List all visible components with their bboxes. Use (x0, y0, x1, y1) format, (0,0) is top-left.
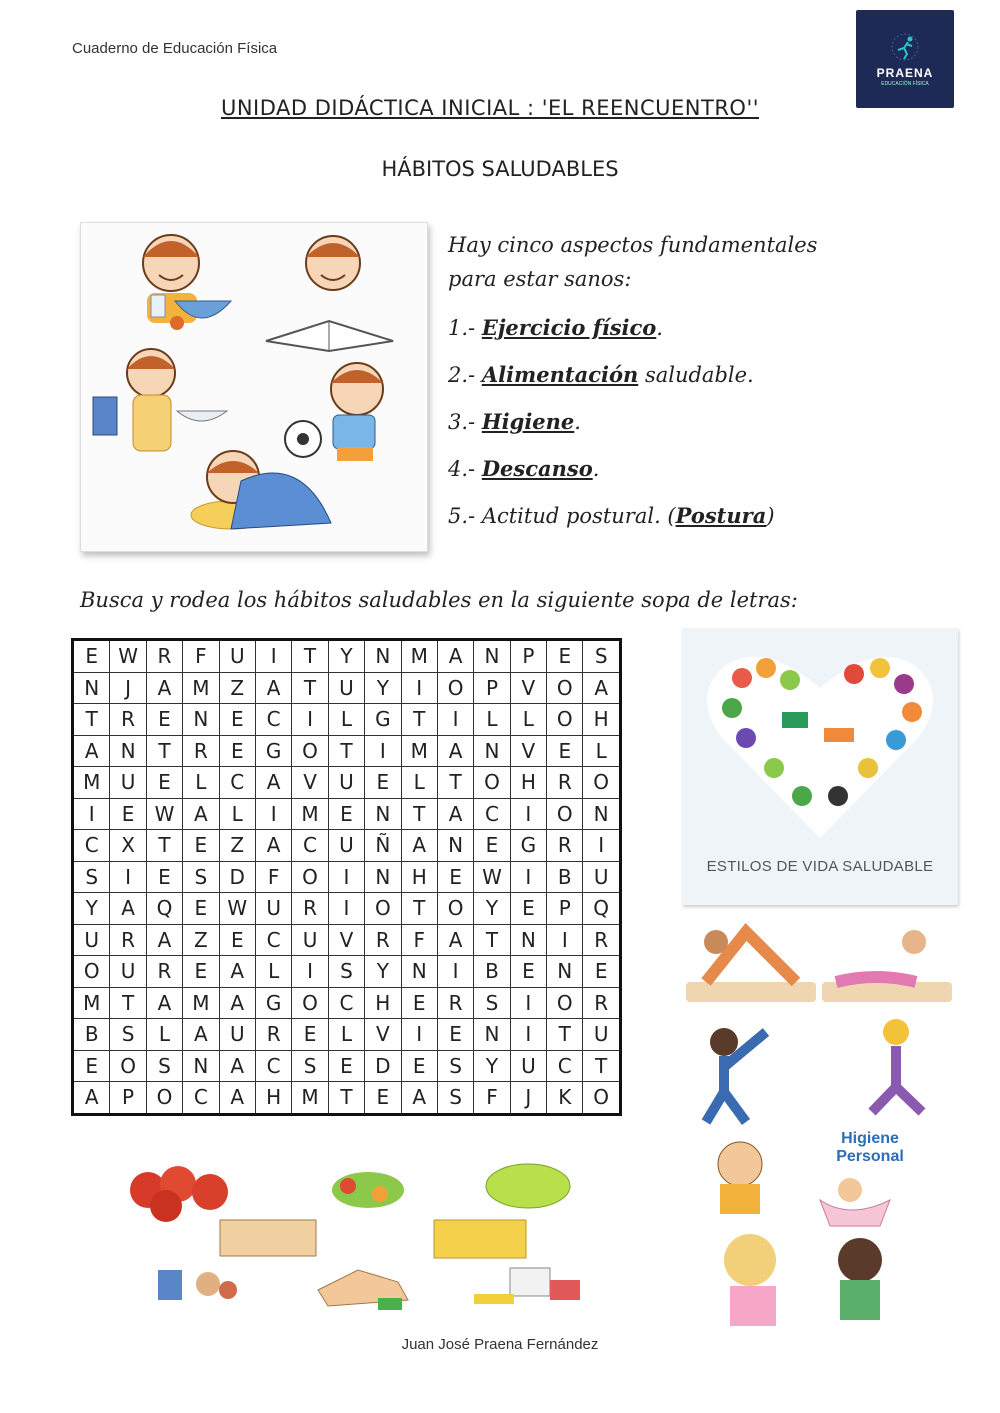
grid-cell[interactable]: A (437, 640, 473, 673)
aspect-number: 2.- (448, 363, 482, 387)
grid-cell[interactable]: M (183, 987, 219, 1019)
grid-cell[interactable]: E (328, 798, 364, 830)
grid-cell[interactable]: T (292, 672, 328, 704)
grid-cell[interactable]: A (73, 1082, 110, 1115)
grid-cell[interactable]: I (328, 893, 364, 925)
grid-cell[interactable]: U (219, 640, 255, 673)
page-subtitle: HÁBITOS SALUDABLES (381, 157, 619, 181)
grid-cell[interactable]: I (255, 640, 291, 673)
grid-cell[interactable]: R (146, 956, 182, 988)
grid-cell[interactable]: I (510, 1019, 546, 1051)
juice-icon (434, 1220, 526, 1258)
grid-cell[interactable]: G (255, 987, 291, 1019)
grid-cell[interactable]: E (110, 798, 146, 830)
intro-text (448, 228, 817, 296)
grid-cell[interactable]: T (73, 704, 110, 736)
grid-cell[interactable]: E (510, 956, 546, 988)
grid-cell[interactable]: T (474, 924, 510, 956)
aspect-number: 4.- (448, 457, 482, 481)
grid-cell[interactable]: A (219, 1050, 255, 1082)
grid-cell[interactable]: Q (146, 893, 182, 925)
vegetables-icon (332, 1172, 404, 1208)
grid-cell[interactable]: E (183, 893, 219, 925)
grid-cell[interactable]: O (547, 798, 583, 830)
grid-cell[interactable]: H (365, 987, 401, 1019)
grid-cell[interactable]: R (292, 893, 328, 925)
grid-cell[interactable]: N (510, 924, 546, 956)
grid-cell[interactable]: U (328, 672, 364, 704)
grid-cell[interactable]: E (401, 1050, 437, 1082)
grid-row (73, 735, 621, 767)
grid-cell[interactable]: R (547, 767, 583, 799)
grid-cell[interactable]: L (183, 767, 219, 799)
grid-cell[interactable]: A (146, 672, 182, 704)
grid-cell[interactable]: T (328, 1082, 364, 1115)
runner-icon (882, 32, 928, 62)
aspect-item-hygiene (448, 402, 775, 449)
grid-cell[interactable]: N (183, 704, 219, 736)
grid-cell[interactable]: O (547, 704, 583, 736)
grid-cell[interactable]: T (110, 987, 146, 1019)
grid-cell[interactable]: C (474, 798, 510, 830)
grid-cell[interactable]: N (365, 798, 401, 830)
grid-cell[interactable]: F (401, 924, 437, 956)
grid-cell[interactable]: L (401, 767, 437, 799)
grid-row (73, 704, 621, 736)
grid-cell[interactable]: L (328, 1019, 364, 1051)
grid-row (73, 798, 621, 830)
grid-cell[interactable]: Z (219, 672, 255, 704)
grid-cell[interactable]: S (146, 1050, 182, 1082)
grid-cell[interactable]: U (219, 1019, 255, 1051)
grid-cell[interactable]: D (365, 1050, 401, 1082)
grid-cell[interactable]: E (183, 830, 219, 862)
grid-cell[interactable]: I (547, 924, 583, 956)
grid-cell[interactable]: T (146, 735, 182, 767)
grid-cell[interactable]: N (474, 1019, 510, 1051)
grid-cell[interactable]: V (328, 924, 364, 956)
heart-caption: ESTILOS DE VIDA SALUDABLE (706, 858, 934, 875)
grid-row (73, 1050, 621, 1082)
grid-cell[interactable]: P (547, 893, 583, 925)
grid-cell[interactable]: Ñ (365, 830, 401, 862)
grid-cell[interactable]: S (292, 1050, 328, 1082)
grid-cell[interactable]: R (183, 735, 219, 767)
grid-cell[interactable]: U (110, 956, 146, 988)
grid-cell[interactable]: O (437, 893, 473, 925)
grid-cell[interactable]: R (146, 640, 182, 673)
grid-cell[interactable]: M (73, 767, 110, 799)
grid-cell[interactable]: I (510, 987, 546, 1019)
footer-author: Juan José Praena Fernández (401, 1336, 599, 1353)
grid-cell[interactable]: C (547, 1050, 583, 1082)
grid-cell[interactable]: A (73, 735, 110, 767)
grid-cell[interactable]: E (474, 830, 510, 862)
grid-cell[interactable]: X (110, 830, 146, 862)
grid-cell[interactable]: U (510, 1050, 546, 1082)
header-notebook-label: Cuaderno de Educación Física (72, 40, 278, 57)
grid-cell[interactable]: L (583, 735, 620, 767)
grid-cell[interactable]: A (401, 830, 437, 862)
grid-cell[interactable]: A (255, 672, 291, 704)
grid-cell[interactable]: A (583, 672, 620, 704)
grid-cell[interactable]: E (583, 956, 620, 988)
aspect-rest: . (592, 457, 600, 481)
football-kid-figure (285, 363, 383, 461)
grid-cell[interactable]: A (183, 1019, 219, 1051)
grid-cell[interactable]: R (255, 1019, 291, 1051)
grid-cell[interactable]: V (365, 1019, 401, 1051)
grid-cell[interactable]: T (401, 893, 437, 925)
grid-cell[interactable]: E (219, 704, 255, 736)
grid-cell[interactable]: H (510, 767, 546, 799)
grid-cell[interactable]: E (146, 861, 182, 893)
aspect-keyword: Alimentación (481, 362, 639, 387)
grid-cell[interactable]: E (292, 1019, 328, 1051)
grid-cell[interactable]: W (110, 640, 146, 673)
grid-cell[interactable]: V (292, 767, 328, 799)
grid-cell[interactable]: E (401, 987, 437, 1019)
healthy-habits-illustration (80, 222, 428, 552)
aspect-keyword: Postura (675, 503, 767, 528)
aspect-rest: . (574, 410, 581, 434)
grid-cell[interactable]: P (474, 672, 510, 704)
grid-cell[interactable]: V (510, 735, 546, 767)
grid-cell[interactable]: E (437, 861, 473, 893)
grid-cell[interactable]: I (292, 704, 328, 736)
grid-cell[interactable]: R (547, 830, 583, 862)
word-search-grid (71, 638, 622, 1116)
intro-line-1: Hay cinco aspectos fundamentales (448, 233, 818, 257)
grid-cell[interactable]: E (365, 767, 401, 799)
grid-cell[interactable]: O (547, 987, 583, 1019)
grid-cell[interactable]: O (292, 987, 328, 1019)
grid-cell[interactable]: A (219, 1082, 255, 1115)
grid-cell[interactable]: E (73, 1050, 110, 1082)
grid-cell[interactable]: S (183, 861, 219, 893)
grid-cell[interactable]: A (219, 987, 255, 1019)
aspect-keyword: Descanso (481, 456, 593, 481)
grid-cell[interactable]: C (183, 1082, 219, 1115)
aspect-item-posture (448, 496, 775, 543)
aspect-number: 5.- (448, 504, 482, 528)
grid-cell[interactable]: C (73, 830, 110, 862)
grid-cell[interactable]: I (365, 735, 401, 767)
grid-cell[interactable]: G (365, 704, 401, 736)
grid-cell[interactable]: A (255, 767, 291, 799)
grid-cell[interactable]: L (219, 798, 255, 830)
grid-cell[interactable]: M (292, 798, 328, 830)
grid-cell[interactable]: A (110, 893, 146, 925)
grid-cell[interactable]: S (110, 1019, 146, 1051)
grid-cell[interactable]: O (547, 672, 583, 704)
grid-cell[interactable]: N (401, 956, 437, 988)
aspect-number: 1.- (448, 316, 482, 340)
grid-cell[interactable]: A (437, 924, 473, 956)
grid-cell[interactable]: O (110, 1050, 146, 1082)
grid-cell[interactable]: W (474, 861, 510, 893)
grid-cell[interactable]: Y (365, 672, 401, 704)
grid-cell[interactable]: T (547, 1019, 583, 1051)
grid-cell[interactable]: E (146, 704, 182, 736)
dairy-icon (158, 1270, 237, 1300)
grid-row (73, 924, 621, 956)
washing-kid-figure (93, 349, 227, 451)
grid-cell[interactable]: T (583, 1050, 620, 1082)
aspect-item-nutrition (448, 355, 775, 402)
grid-cell[interactable]: Y (365, 956, 401, 988)
grid-cell[interactable]: N (474, 640, 510, 673)
grid-cell[interactable]: T (437, 767, 473, 799)
grid-cell[interactable]: T (328, 735, 364, 767)
grid-cell[interactable]: E (365, 1082, 401, 1115)
grid-row (73, 1082, 621, 1115)
grid-cell[interactable]: E (510, 893, 546, 925)
grid-cell[interactable]: J (110, 672, 146, 704)
grid-cell[interactable]: Y (474, 893, 510, 925)
grid-cell[interactable]: I (328, 861, 364, 893)
grid-row (73, 1019, 621, 1051)
aspect-keyword: Higiene (481, 409, 575, 434)
aspect-item-rest (448, 449, 775, 496)
grid-cell[interactable]: D (219, 861, 255, 893)
grid-cell[interactable]: N (110, 735, 146, 767)
grid-cell[interactable]: S (474, 987, 510, 1019)
grid-cell[interactable]: N (365, 861, 401, 893)
grid-row (73, 767, 621, 799)
grid-cell[interactable]: A (437, 735, 473, 767)
aspect-keyword: Ejercicio físico (481, 315, 657, 340)
grid-cell[interactable]: R (583, 987, 620, 1019)
grid-cell[interactable]: L (474, 704, 510, 736)
grid-cell[interactable]: S (583, 640, 620, 673)
grid-cell[interactable]: R (437, 987, 473, 1019)
grid-cell[interactable]: F (474, 1082, 510, 1115)
grid-cell[interactable]: R (110, 924, 146, 956)
grid-cell[interactable]: H (583, 704, 620, 736)
grid-cell[interactable]: M (401, 640, 437, 673)
eating-kid-figure (143, 235, 231, 330)
grid-cell[interactable]: G (510, 830, 546, 862)
grid-cell[interactable]: E (437, 1019, 473, 1051)
grid-cell[interactable]: H (255, 1082, 291, 1115)
grid-cell[interactable]: I (401, 672, 437, 704)
grid-cell[interactable]: U (255, 893, 291, 925)
grid-cell[interactable]: B (474, 956, 510, 988)
grid-cell[interactable]: S (437, 1050, 473, 1082)
grid-cell[interactable]: A (219, 956, 255, 988)
grid-cell[interactable]: C (328, 987, 364, 1019)
grid-cell[interactable]: L (146, 1019, 182, 1051)
grid-cell[interactable]: N (183, 1050, 219, 1082)
hygiene-title: Higiene Personal (836, 1130, 904, 1165)
grid-cell[interactable]: O (146, 1082, 182, 1115)
grid-cell[interactable]: N (365, 640, 401, 673)
grid-cell[interactable]: G (255, 735, 291, 767)
grid-cell[interactable]: N (73, 672, 110, 704)
grid-cell[interactable]: P (510, 640, 546, 673)
grid-cell[interactable]: U (583, 861, 620, 893)
grid-cell[interactable]: T (401, 704, 437, 736)
grid-row (73, 640, 621, 673)
grid-cell[interactable]: E (146, 767, 182, 799)
page-title: UNIDAD DIDÁCTICA INICIAL : 'EL REENCUENTRO'' (220, 96, 760, 120)
grid-cell[interactable]: F (183, 640, 219, 673)
logo-name: PRAENA (876, 65, 934, 80)
grid-cell[interactable]: O (73, 956, 110, 988)
grid-cell[interactable]: C (292, 830, 328, 862)
grid-cell[interactable]: W (219, 893, 255, 925)
aspect-rest: ) (766, 504, 775, 528)
grid-cell[interactable]: E (547, 640, 583, 673)
grid-cell[interactable]: U (73, 924, 110, 956)
grid-cell[interactable]: Y (328, 640, 364, 673)
grid-cell[interactable]: T (146, 830, 182, 862)
grid-row (73, 672, 621, 704)
grid-cell[interactable]: I (437, 956, 473, 988)
grid-row (73, 893, 621, 925)
aspect-rest: . (656, 316, 663, 340)
tomatoes-icon (130, 1166, 228, 1222)
grid-cell[interactable]: O (292, 861, 328, 893)
grid-cell[interactable]: I (292, 956, 328, 988)
grid-cell[interactable]: I (73, 798, 110, 830)
aspect-number: 3.- (448, 410, 482, 434)
praena-logo (856, 10, 954, 108)
grid-cell[interactable]: C (219, 767, 255, 799)
grid-cell[interactable]: C (255, 704, 291, 736)
grid-cell[interactable]: U (110, 767, 146, 799)
grid-cell[interactable]: S (437, 1082, 473, 1115)
grid-cell[interactable]: T (401, 798, 437, 830)
grid-cell[interactable]: Y (73, 893, 110, 925)
grid-cell[interactable]: B (547, 861, 583, 893)
grid-cell[interactable]: O (583, 767, 620, 799)
grid-cell[interactable]: M (401, 735, 437, 767)
food-images (118, 1160, 618, 1320)
grid-cell[interactable]: N (474, 735, 510, 767)
grid-cell[interactable]: I (255, 798, 291, 830)
grid-cell[interactable]: O (292, 735, 328, 767)
scale-icon (474, 1268, 580, 1304)
grid-cell[interactable]: R (110, 704, 146, 736)
grid-cell[interactable]: E (328, 1050, 364, 1082)
grid-cell[interactable]: E (73, 640, 110, 673)
grid-row (73, 861, 621, 893)
grid-cell[interactable]: E (547, 735, 583, 767)
grid-cell[interactable]: O (583, 1082, 620, 1115)
bread-icon (220, 1220, 316, 1256)
grid-cell[interactable]: E (183, 956, 219, 988)
word-search-instruction: Busca y rodea los hábitos saludables en la siguiente sopa de letras: (80, 588, 798, 612)
grid-cell[interactable]: L (510, 704, 546, 736)
grid-cell[interactable]: H (401, 861, 437, 893)
grid-cell[interactable]: I (401, 1019, 437, 1051)
grid-cell[interactable]: I (510, 861, 546, 893)
aspect-rest: saludable. (638, 363, 754, 387)
grid-cell[interactable]: N (547, 956, 583, 988)
intro-line-2: para estar sanos: (448, 267, 632, 291)
aspects-list (448, 308, 775, 543)
grid-cell[interactable]: M (183, 672, 219, 704)
grid-cell[interactable]: O (365, 893, 401, 925)
grid-cell[interactable]: P (110, 1082, 146, 1115)
grid-cell[interactable]: A (437, 798, 473, 830)
grid-cell[interactable]: J (510, 1082, 546, 1115)
grid-cell[interactable]: L (328, 704, 364, 736)
grid-cell[interactable]: I (510, 798, 546, 830)
grid-cell[interactable]: O (474, 767, 510, 799)
grid-cell[interactable]: K (547, 1082, 583, 1115)
grid-cell[interactable]: A (401, 1082, 437, 1115)
grid-cell[interactable]: B (73, 1019, 110, 1051)
grid-cell[interactable]: U (328, 830, 364, 862)
grid-cell[interactable]: T (292, 640, 328, 673)
grid-cell[interactable]: W (146, 798, 182, 830)
grid-cell[interactable]: A (146, 987, 182, 1019)
grid-cell[interactable]: V (510, 672, 546, 704)
grid-cell[interactable]: Z (219, 830, 255, 862)
grid-cell[interactable]: S (73, 861, 110, 893)
grid-cell[interactable]: U (328, 767, 364, 799)
grid-row (73, 830, 621, 862)
grid-cell[interactable]: M (73, 987, 110, 1019)
yoga-kids-image (686, 912, 956, 1132)
grid-cell[interactable]: N (583, 798, 620, 830)
grid-cell[interactable]: E (219, 924, 255, 956)
grid-cell[interactable]: Y (474, 1050, 510, 1082)
aspect-item-exercise (448, 308, 775, 355)
grid-cell[interactable]: M (292, 1082, 328, 1115)
grid-cell[interactable]: A (146, 924, 182, 956)
sleeping-kid-figure (191, 451, 331, 529)
grid-cell[interactable]: I (437, 704, 473, 736)
grid-cell[interactable]: Z (183, 924, 219, 956)
grid-cell[interactable]: U (583, 1019, 620, 1051)
aspect-prefix: Actitud postural. ( (481, 504, 676, 528)
grid-cell[interactable]: C (255, 924, 291, 956)
grid-cell[interactable]: L (255, 956, 291, 988)
grid-cell[interactable]: A (255, 830, 291, 862)
logo-subtitle: EDUCACIÓN FÍSICA (881, 80, 929, 87)
reading-kid-figure (266, 236, 393, 351)
grid-cell[interactable]: C (255, 1050, 291, 1082)
grid-cell[interactable]: R (583, 924, 620, 956)
grid-row (73, 987, 621, 1019)
grid-cell[interactable]: A (183, 798, 219, 830)
grid-cell[interactable]: F (255, 861, 291, 893)
grid-cell[interactable]: I (583, 830, 620, 862)
grid-cell[interactable]: I (110, 861, 146, 893)
grid-cell[interactable]: U (292, 924, 328, 956)
grid-cell[interactable]: S (328, 956, 364, 988)
grid-cell[interactable]: E (219, 735, 255, 767)
grid-row (73, 956, 621, 988)
grid-cell[interactable]: N (437, 830, 473, 862)
grid-cell[interactable]: Q (583, 893, 620, 925)
green-apple-icon (486, 1164, 570, 1208)
grid-cell[interactable]: O (437, 672, 473, 704)
grid-cell[interactable]: R (365, 924, 401, 956)
